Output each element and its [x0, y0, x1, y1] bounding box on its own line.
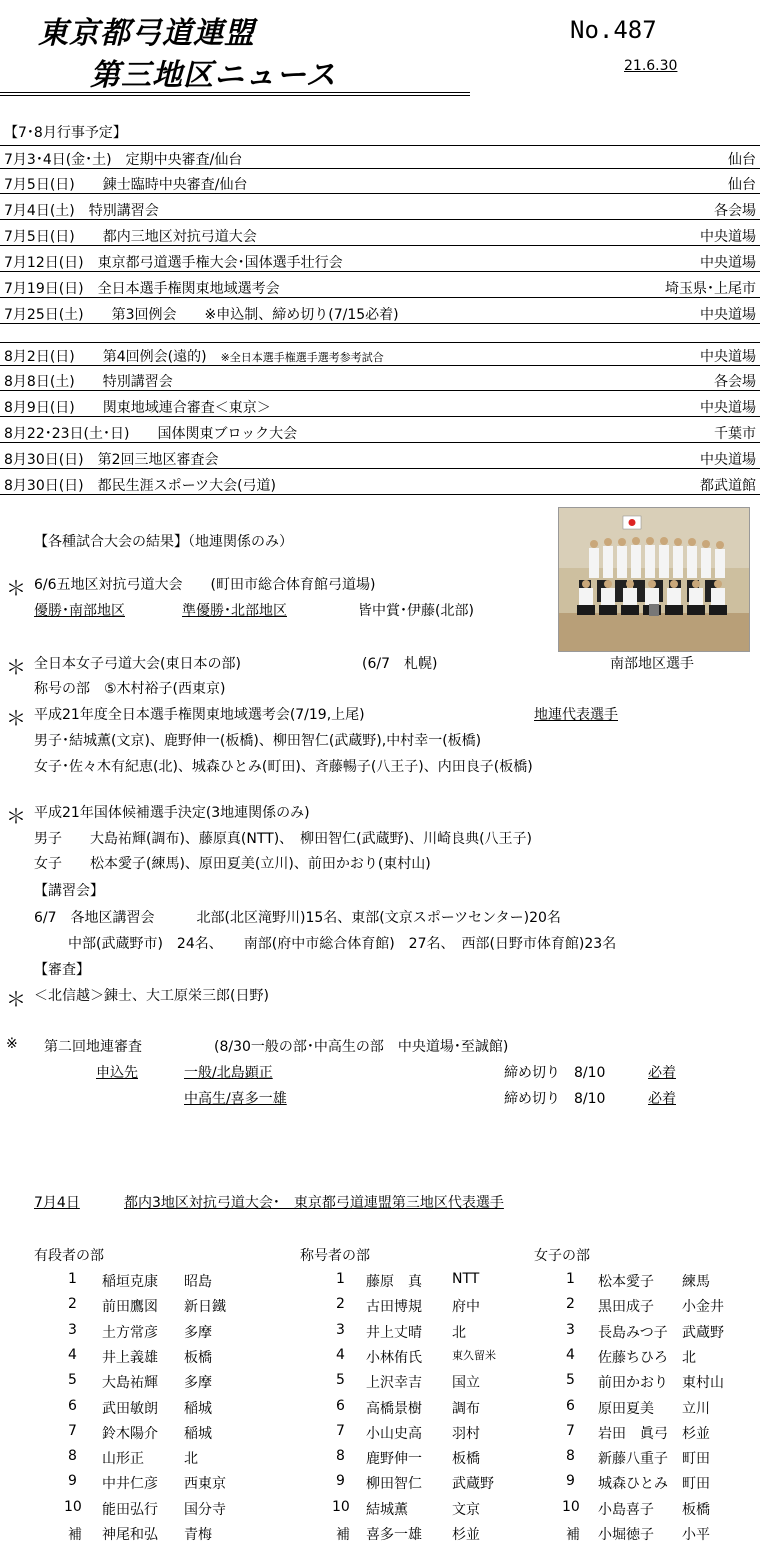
- roster-name: 新藤八重子: [598, 1451, 668, 1467]
- roster-number: 補: [336, 1527, 350, 1543]
- schedule-row: [0, 197, 760, 220]
- exam-line: ＜北信越＞錬士、大工原栄三郎(日野): [34, 988, 269, 1004]
- roster-club: 多摩: [184, 1325, 212, 1341]
- result-item4-title: 平成21年国体候補選手決定(3地連関係のみ): [34, 805, 310, 821]
- second-exam-must2: 必着: [648, 1091, 676, 1107]
- team-photo-image: [559, 508, 749, 651]
- team-photo: [558, 507, 750, 652]
- schedule-note: ※全日本選手権選手選考参考試合: [220, 351, 384, 364]
- roster-number: 8: [566, 1448, 575, 1464]
- roster-number: 7: [68, 1423, 77, 1439]
- roster-club: 武蔵野: [682, 1325, 724, 1341]
- roster-name: 中井仁彦: [102, 1476, 158, 1492]
- lecture-line2: 中部(武蔵野市) 24名、 南部(府中市総合体育館) 27名、 西部(日野市体育館)23名: [68, 936, 617, 952]
- roster-club: NTT: [452, 1271, 480, 1287]
- team-col2-heading: 称号者の部: [300, 1248, 370, 1264]
- result-item4-women: 女子 松本愛子(練馬)、原田夏美(立川)、前田かおり(東村山): [34, 856, 431, 872]
- roster-name: 長島みつ子: [598, 1325, 668, 1341]
- newsletter-title-line1: 東京都弓道連盟: [38, 16, 255, 51]
- exam-heading: 【審査】: [34, 962, 90, 978]
- roster-name: 土方常彦: [102, 1325, 158, 1341]
- roster-name: 結城薫: [366, 1502, 408, 1518]
- roster-name: 稲垣克康: [102, 1274, 158, 1290]
- roster-number: 1: [566, 1271, 575, 1287]
- schedule-event: 7月5日(日) 錬士臨時中央審査/仙台: [4, 177, 248, 193]
- second-exam-students: 中高生/喜多一雄: [184, 1091, 287, 1107]
- bullet-asterisk: ＊: [6, 655, 26, 679]
- roster-club: 多摩: [184, 1375, 212, 1391]
- roster-club: 板橋: [184, 1350, 212, 1366]
- schedule-row: [0, 420, 760, 443]
- result-item1-title: 6/6五地区対抗弓道大会 (町田市総合体育館弓道場): [34, 577, 376, 593]
- schedule-event: 7月5日(日) 都内三地区対抗弓道大会: [4, 229, 257, 245]
- bullet-asterisk: ＊: [6, 706, 26, 730]
- roster-club: 小平: [682, 1527, 710, 1543]
- schedule-row: [0, 368, 760, 391]
- roster-name: 古田博規: [366, 1299, 422, 1315]
- roster-name: 能田弘行: [102, 1502, 158, 1518]
- schedule-place: 仙台: [728, 152, 756, 168]
- roster-number: 7: [566, 1423, 575, 1439]
- roster-number: 4: [336, 1347, 345, 1363]
- roster-name: 藤原 真: [366, 1274, 422, 1290]
- roster-club: 国立: [452, 1375, 480, 1391]
- roster-name: 神尾和弘: [102, 1527, 158, 1543]
- schedule-place: 各会場: [714, 203, 756, 219]
- schedule-place: 中央道場: [700, 400, 756, 416]
- roster-club: 稲城: [184, 1401, 212, 1417]
- roster-number: 3: [566, 1322, 575, 1338]
- schedule-row: [0, 472, 760, 495]
- issue-number: No.487: [570, 16, 657, 44]
- header-rule-top: [0, 92, 470, 93]
- second-exam-detail: (8/30一般の部･中高生の部 中央道場･至誠館): [214, 1039, 509, 1055]
- roster-name: 原田夏美: [598, 1401, 654, 1417]
- result-item1-award: 皆中賞･伊藤(北部): [358, 603, 474, 619]
- roster-name: 前田鷹図: [102, 1299, 158, 1315]
- roster-club: 杉並: [682, 1426, 710, 1442]
- schedule-row: [0, 342, 760, 366]
- roster-name: 山形正: [102, 1451, 144, 1467]
- result-item2-title: 全日本女子弓道大会(東日本の部): [34, 656, 241, 672]
- results-heading: 【各種試合大会の結果】（地連関係のみ）: [34, 534, 293, 550]
- schedule-event: 7月25日(土) 第3回例会 ※申込制、締め切り(7/15必着): [4, 307, 399, 323]
- schedule-place: 埼玉県･上尾市: [665, 281, 756, 297]
- lecture-line1: 6/7 各地区講習会 北部(北区滝野川)15名、東部(文京スポーツセンター)20名: [34, 910, 561, 926]
- schedule-row: [0, 446, 760, 469]
- roster-name: 高橋景樹: [366, 1401, 422, 1417]
- schedule-place: 中央道場: [700, 229, 756, 245]
- team-col3-heading: 女子の部: [534, 1248, 590, 1264]
- roster-number: 3: [68, 1322, 77, 1338]
- roster-number: 9: [566, 1473, 575, 1489]
- roster-club: 東久留米: [452, 1349, 496, 1362]
- roster-name: 前田かおり: [598, 1375, 668, 1391]
- second-exam-mark: ※: [6, 1036, 18, 1052]
- bullet-asterisk: ＊: [6, 576, 26, 600]
- result-item2-right: 南部地区選手: [610, 656, 694, 672]
- roster-club: 武蔵野: [452, 1476, 494, 1492]
- roster-club: 青梅: [184, 1527, 212, 1543]
- roster-number: 1: [68, 1271, 77, 1287]
- roster-number: 補: [68, 1527, 82, 1543]
- schedule-row: [0, 171, 760, 194]
- roster-number: 補: [566, 1527, 580, 1543]
- schedule-event: 7月12日(日) 東京都弓道選手権大会･国体選手壮行会: [4, 255, 343, 271]
- roster-number: 5: [336, 1372, 345, 1388]
- result-item4-men: 男子 大島祐輝(調布)、藤原真(NTT)、 柳田智仁(武蔵野)、川崎良典(八王子): [34, 831, 533, 847]
- result-item2-detail: 称号の部 ⑤木村裕子(西東京): [34, 681, 226, 697]
- roster-number: 7: [336, 1423, 345, 1439]
- roster-name: 井上義雄: [102, 1350, 158, 1366]
- roster-name: 大島祐輝: [102, 1375, 158, 1391]
- second-exam-deadline2: 締め切り 8/10: [504, 1091, 606, 1107]
- bullet-asterisk: ＊: [6, 987, 26, 1011]
- schedule-event: 8月30日(日) 都民生涯スポーツ大会(弓道): [4, 478, 277, 494]
- roster-club: 稲城: [184, 1426, 212, 1442]
- schedule-place: 各会場: [714, 374, 756, 390]
- schedule-event: 8月9日(日) 関東地域連合審査＜東京＞: [4, 400, 271, 416]
- roster-name: 喜多一雄: [366, 1527, 422, 1543]
- roster-number: 3: [336, 1322, 345, 1338]
- schedule-event: 8月2日(日) 第4回例会(遠的): [4, 349, 207, 365]
- roster-name: 岩田 眞弓: [598, 1426, 668, 1442]
- roster-name: 小堀徳子: [598, 1527, 654, 1543]
- result-item3-title: 平成21年度全日本選手権関東地域選考会(7/19,上尾): [34, 707, 365, 723]
- roster-club: 板橋: [452, 1451, 480, 1467]
- roster-club: 東村山: [682, 1375, 724, 1391]
- roster-name: 小島喜子: [598, 1502, 654, 1518]
- team-date: 7月4日: [34, 1195, 80, 1211]
- roster-number: 8: [336, 1448, 345, 1464]
- roster-club: 昭島: [184, 1274, 212, 1290]
- roster-name: 城森ひとみ: [598, 1476, 668, 1492]
- schedule-event: 8月22･23日(土･日) 国体関東ブロック大会: [4, 426, 298, 442]
- roster-number: 10: [64, 1499, 82, 1515]
- schedule-row: [0, 394, 760, 417]
- result-item3-right: 地連代表選手: [534, 707, 618, 723]
- roster-number: 5: [566, 1372, 575, 1388]
- roster-club: 板橋: [682, 1502, 710, 1518]
- roster-club: 北: [184, 1451, 198, 1467]
- roster-number: 8: [68, 1448, 77, 1464]
- header-rule-bottom: [0, 95, 470, 96]
- roster-club: 北: [452, 1325, 466, 1341]
- roster-number: 5: [68, 1372, 77, 1388]
- result-item1-second: 準優勝･北部地区: [182, 603, 287, 619]
- newsletter-title-line2: 第三地区ニュース: [90, 58, 337, 93]
- schedule-event: 8月30日(日) 第2回三地区審査会: [4, 452, 219, 468]
- roster-name: 井上丈晴: [366, 1325, 422, 1341]
- roster-name: 上沢幸吉: [366, 1375, 422, 1391]
- schedule-place: 都武道館: [700, 478, 756, 494]
- roster-club: 国分寺: [184, 1502, 226, 1518]
- roster-club: 羽村: [452, 1426, 480, 1442]
- roster-name: 鈴木陽介: [102, 1426, 158, 1442]
- roster-club: 練馬: [682, 1274, 710, 1290]
- schedule-place: 中央道場: [700, 255, 756, 271]
- roster-number: 2: [68, 1296, 77, 1312]
- schedule-place: 仙台: [728, 177, 756, 193]
- roster-number: 1: [336, 1271, 345, 1287]
- schedule-event: 7月4日(土) 特別講習会: [4, 203, 159, 219]
- roster-club: 町田: [682, 1451, 710, 1467]
- schedule-row: [0, 223, 760, 246]
- roster-number: 9: [68, 1473, 77, 1489]
- roster-club: 新日鐵: [184, 1299, 226, 1315]
- roster-number: 6: [566, 1398, 575, 1414]
- schedule-place: 千葉市: [714, 426, 756, 442]
- roster-number: 2: [566, 1296, 575, 1312]
- schedule-place: 中央道場: [700, 307, 756, 323]
- schedule-event: 7月3･4日(金･土) 定期中央審査/仙台: [4, 152, 243, 168]
- result-item1-winner: 優勝･南部地区: [34, 603, 125, 619]
- roster-club: 北: [682, 1350, 696, 1366]
- second-exam-must1: 必着: [648, 1065, 676, 1081]
- second-exam-apply-label: 申込先: [96, 1065, 138, 1081]
- roster-name: 柳田智仁: [366, 1476, 422, 1492]
- roster-club: 府中: [452, 1299, 480, 1315]
- result-item3-women: 女子･佐々木有紀恵(北)、城森ひとみ(町田)、斉藤暢子(八王子)、内田良子(板橋): [34, 759, 533, 775]
- roster-name: 松本愛子: [598, 1274, 654, 1290]
- schedule-row: [0, 301, 760, 324]
- second-exam-title: 第二回地連審査: [44, 1039, 142, 1055]
- roster-number: 6: [68, 1398, 77, 1414]
- schedule-event: 8月8日(土) 特別講習会: [4, 374, 173, 390]
- roster-number: 2: [336, 1296, 345, 1312]
- roster-number: 10: [332, 1499, 350, 1515]
- schedule-event: 7月19日(日) 全日本選手権関東地域選考会: [4, 281, 280, 297]
- roster-club: 小金井: [682, 1299, 724, 1315]
- schedule-heading: 【7･8月行事予定】: [4, 125, 127, 141]
- schedule-place: 中央道場: [700, 349, 756, 365]
- result-item2-when: (6/7 札幌): [362, 656, 438, 672]
- bullet-asterisk: ＊: [6, 804, 26, 828]
- roster-name: 武田敏朗: [102, 1401, 158, 1417]
- roster-number: 10: [562, 1499, 580, 1515]
- roster-club: 西東京: [184, 1476, 226, 1492]
- roster-number: 4: [68, 1347, 77, 1363]
- roster-name: 鹿野伸一: [366, 1451, 422, 1467]
- issue-date: 21.6.30: [624, 58, 678, 74]
- roster-club: 町田: [682, 1476, 710, 1492]
- second-exam-deadline1: 締め切り 8/10: [504, 1065, 606, 1081]
- roster-number: 4: [566, 1347, 575, 1363]
- roster-club: 調布: [452, 1401, 480, 1417]
- roster-number: 6: [336, 1398, 345, 1414]
- team-title: 都内3地区対抗弓道大会･ 東京都弓道連盟第三地区代表選手: [124, 1195, 504, 1211]
- result-item3-men: 男子･結城薫(文京)、鹿野伸一(板橋)、柳田智仁(武蔵野),中村幸一(板橋): [34, 733, 482, 749]
- schedule-place: 中央道場: [700, 452, 756, 468]
- roster-name: 佐藤ちひろ: [598, 1350, 668, 1366]
- schedule-row: [0, 249, 760, 272]
- roster-club: 文京: [452, 1502, 480, 1518]
- schedule-row: [0, 275, 760, 298]
- team-col1-heading: 有段者の部: [34, 1248, 104, 1264]
- roster-name: 小林侑氏: [366, 1350, 422, 1366]
- roster-club: 立川: [682, 1401, 710, 1417]
- roster-club: 杉並: [452, 1527, 480, 1543]
- schedule-row: [0, 145, 760, 169]
- roster-name: 黒田成子: [598, 1299, 654, 1315]
- lecture-heading: 【講習会】: [34, 883, 104, 899]
- roster-name: 小山史高: [366, 1426, 422, 1442]
- roster-number: 9: [336, 1473, 345, 1489]
- second-exam-general: 一般/北島顕正: [184, 1065, 273, 1081]
